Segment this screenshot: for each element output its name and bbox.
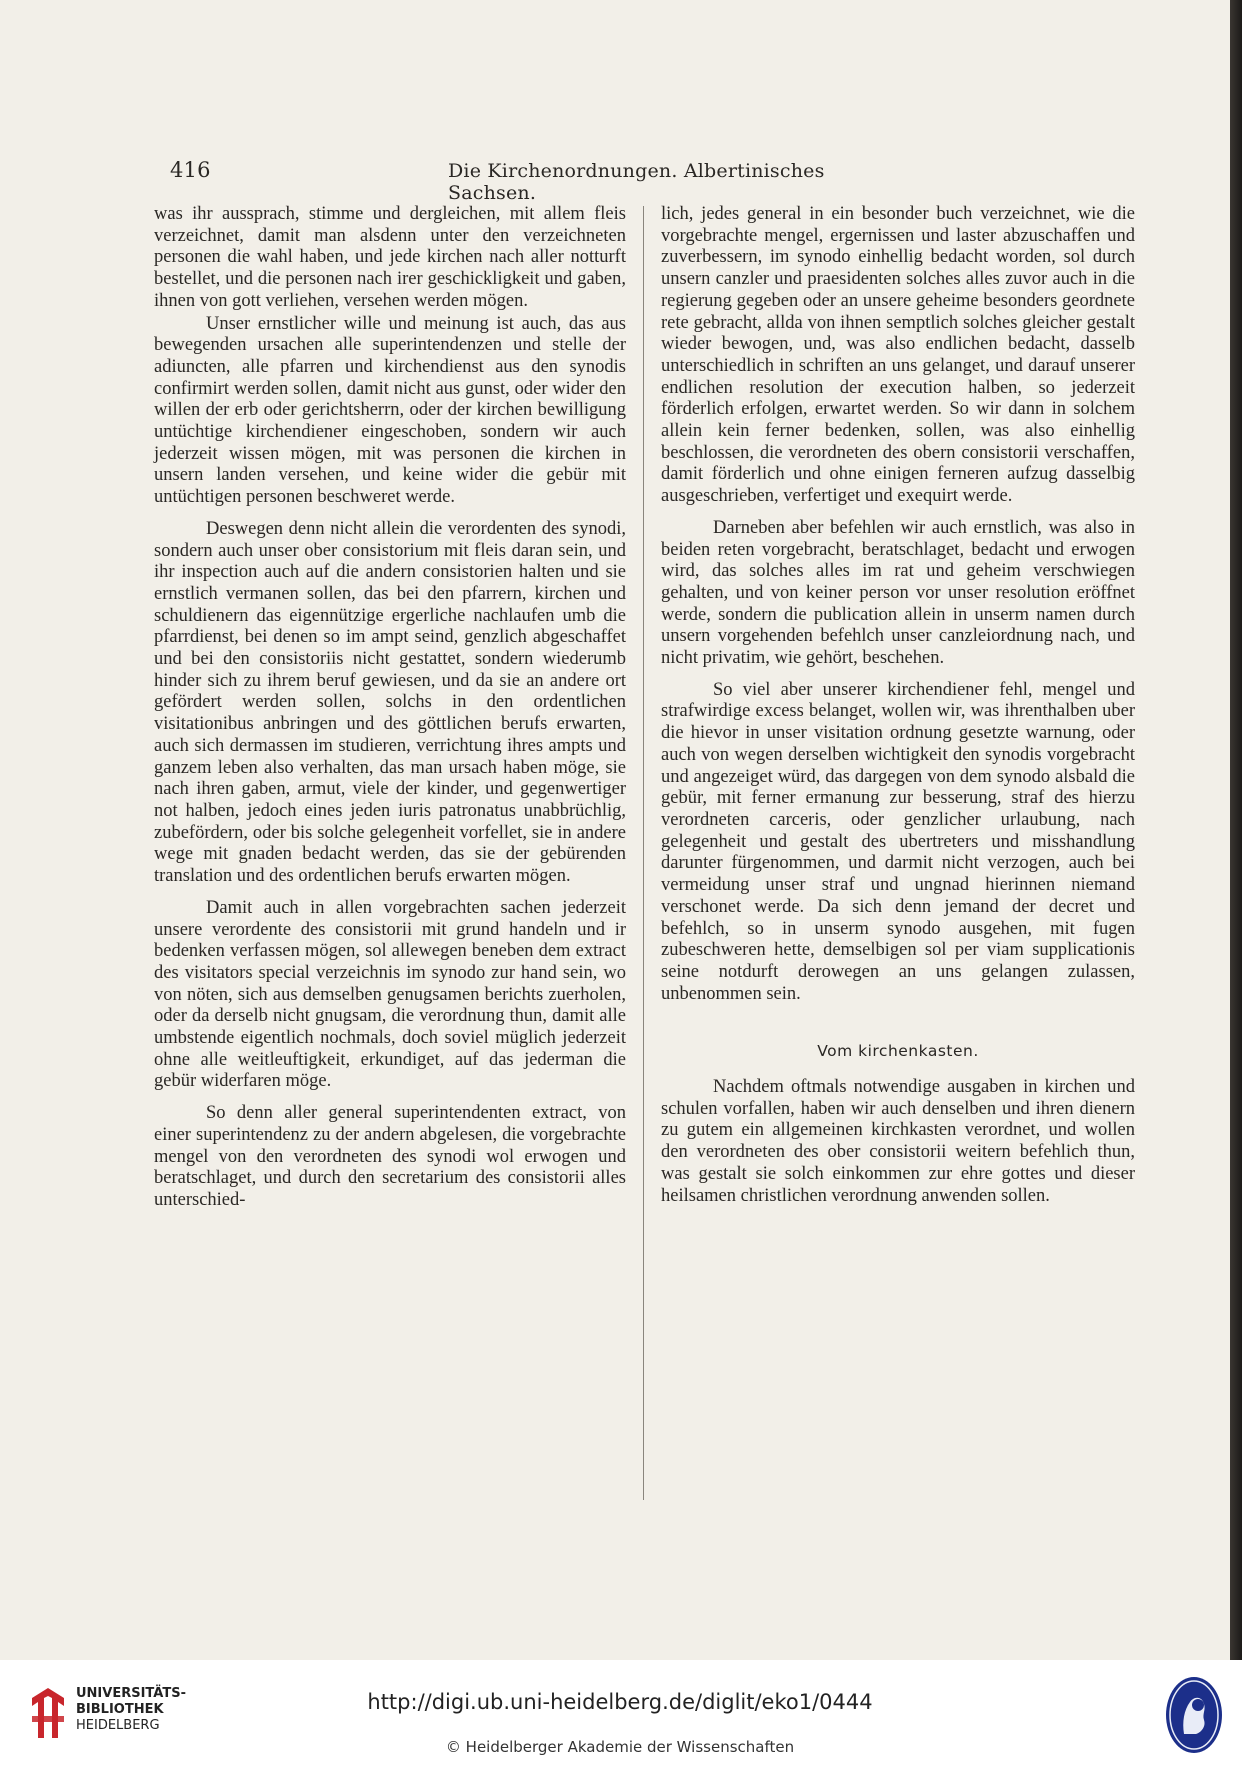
- paragraph: Nachdem oftmals notwendige ausgaben in kirchen und schulen vorfallen, haben wir auch denselben und ihren dienern zu gutem ein allgemeinen kirchkasten verordnet, und wollen den verordneten des ober consistorii weitern befehlich thun, was gestalt sie solch einkommen zur ehre gottes und dieser heilsamen christlichen verordnung anwenden sollen.: [661, 1077, 1135, 1206]
- paragraph: So denn aller general superintendenten extract, von einer superintendenz zu der andern abgelesen, die vorgebrachte mengel von den verordneten des synodi wol erwogen und beratschlaget, und durch den secretarium des consistorii alles unterschied-: [154, 1103, 626, 1210]
- library-name: UNIVERSITÄTS- BIBLIOTHEK HEIDELBERG: [76, 1686, 186, 1733]
- viewer-footer: [0, 1660, 1242, 1771]
- section-heading: Vom kirchenkasten.: [817, 1042, 979, 1061]
- paragraph: Unser ernstlicher wille und meinung ist auch, das aus bewegenden ursachen alle superintendenzen und stelle der adiuncten, alle pfarren und kirchendienst aus den synodis confirmirt werden sollen, damit nicht aus gunst, oder wider den willen der erb oder gerichtsherrn, oder der kirchen bewilligung untüchtige kirchendiener eingeschoben, sondern wir auch jederzeit wissen mögen, mit was personen die kirchen in unsern landen versehen, und keine wider die gebür mit untüchtigen personen beschweret werde.: [154, 313, 626, 508]
- paragraph: Damit auch in allen vorgebrachten sachen jederzeit unsere verordente des consistorii mit grund handeln und ir bedenken verfassen mögen, sol allewegen beneben dem extract des visitators special verzeichnis im synodo zur hand sein, wo von nöten, sich aus demselben genugsamen berichts zuerholen, oder da derselb nicht gnugsam, die verordnung thun, damit alle umbstende eigentlich nochmals, doch soviel müglich jederzeit ohne alle weitleuftigkeit, erkundiget, auf das jederman die gebür widerfaren möge.: [154, 897, 626, 1092]
- column-divider: [643, 206, 644, 1500]
- running-header: [170, 158, 866, 204]
- paragraph: Darneben aber befehlen wir auch ernstlich, was also in beiden reten vorgebracht, beratschlaget, bedacht und erwogen wird, das solches alles im rat und geheim verschwiegen gehalten, und von keiner person vor unser resolution eröffnet werde, sondern die publication allein in unserm namen durch unsern vorgehenden befehlch unser canzleiordnung nach, und nicht privatim, wie gehört, beschehen.: [661, 517, 1135, 669]
- page-number: 416: [170, 158, 211, 182]
- paragraph: was ihr aussprach, stimme und dergleichen, mit allem fleis verzeichnet, damit man alsdenn unter den verzeichneten personen die wahl haben, und jede kirchen nach aller notturft bestellet, und die personen nach irer geschickligkeit und gaben, ihnen von gott verliehen, versehen werden mögen.: [154, 204, 626, 311]
- permalink-url[interactable]: http://digi.ub.uni-heidelberg.de/diglit/eko1/0444: [367, 1690, 873, 1714]
- library-logo[interactable]: [28, 1682, 218, 1748]
- academy-seal-icon[interactable]: [1162, 1672, 1226, 1758]
- paragraph: So viel aber unserer kirchendiener fehl, mengel und strafwirdige excess belanget, wollen wir, was ihrenthalben uber die hievor in unser visitation ordnung gesetzte warnung, oder auch von wegen derselben wichtigkeit den synodis vorgebracht und angezeiget würd, das dargegen von dem synodo alsbald die gebür, mit ferner ermanung zur besserung, straf des hierzu verordneten carceris, oder genzlicher urlaubung, nach gelegenheit und gestalt des ubertreters und misshandlung darunter fürgenommen, und darmit nicht verzogen, auch bei vermeidung unser straf und ungnad hierinnen niemand verschonet werde. Da sich denn jemand der decret und befehlch, so in unserm synodo ausgehen, mit fugen zubeschweren hette, demselbigen sol per viam supplicationis seine notdurft derowegen an uns gelangen zulassen, unbenommen sein.: [661, 679, 1135, 1004]
- paragraph: lich, jedes general in ein besonder buch verzeichnet, wie die vorgebrachte mengel, ergernissen und laster abzuschaffen und zuverbessern, im synodo einhellig bedacht worden, sol durch unsern canzler und praesidenten solches alles zuvor auch in die regierung gegeben oder an unsere geheime besonders geordnete rete gebracht, allda von ihnen semptlich solches gleicher gestalt wieder bewogen, und, was also endlichen bedacht, dasselb unterschiedlich in schriften an uns gelanget, und darauf unserer endlichen resolution der execution halben, so jederzeit förderlich erfolgen, erwartet werden. So wir dann in solchem allein kein ferner bedenken, sollen, was also einhellig beschlossen, die verordneten des obern consistorii verschaffen, damit förderlich und ohne einigen ferneren aufzug dasselbig ausgeschrieben, verfertiget und exequirt werde.: [661, 204, 1135, 507]
- left-column: [154, 204, 626, 1212]
- paragraph: Deswegen denn nicht allein die verordenten des synodi, sondern auch unser ober consistorium mit fleis daran sein, und ihr inspection auch auf die andern consistorien halten und sie ernstlich vermanen sollen, das bei den pfarrern, kirchen und schuldienern das eigennützige ergerliche nachlaufen umb die pfarrdienst, bei denen so im ampt seind, genzlich abgeschaffet und bei den consistoriis nicht gestattet, sondern wiederumb hinder sich zu ihrem beruf gewiesen, und da sie an andere ort gefördert werden sollen, solchs in den ordentlichen visitationibus anbringen und des göttlichen berufs erwarten, auch sich dermassen im studieren, verrichtung ihres ampts und ganzem leben also verhalten, das man ursach haben möge, sie nach ihren gaben, armut, viele der kinder, und gegenwertiger not halben, jedoch eines jeden iuris patronatus unabbrüchlig, zubefördern, oder bis solche gelegenheit vorfellet, sie in andere wege mit gnaden bedacht werden, das sie der gebürenden translation und des ordentlichen berufs erwarten mögen.: [154, 518, 626, 887]
- running-title: Die Kirchenordnungen. Albertinisches Sachsen.: [448, 160, 825, 204]
- library-logo-icon: [28, 1686, 68, 1740]
- right-column: [661, 204, 1135, 1207]
- page-edge-shadow: [1230, 0, 1242, 1660]
- copyright-notice: © Heidelberger Akademie der Wissenschaften: [445, 1738, 795, 1756]
